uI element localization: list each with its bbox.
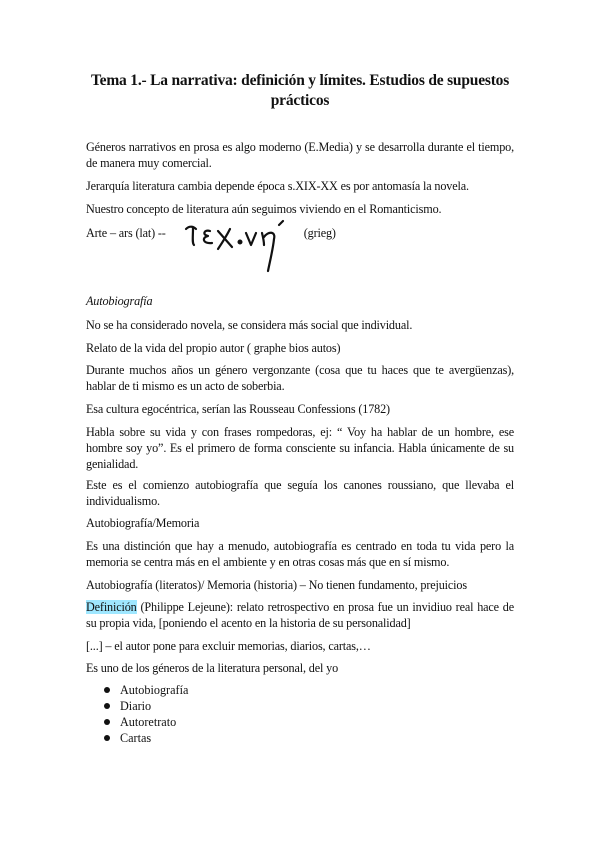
paragraph-generos: Géneros narrativos en prosa es algo moderno (E.Media) y se desarrolla durante el tiempo, de manera muy comercial.	[86, 140, 514, 170]
paragraph-no-novela: No se ha considerado novela, se considera más social que individual.	[86, 318, 413, 332]
paragraph-concepto: Nuestro concepto de literatura aún seguimos viviendo en el Romanticismo.	[86, 202, 442, 216]
paragraph-relato: Relato de la vida del propio autor ( graphe bios autos)	[86, 341, 341, 355]
list-item: Cartas	[86, 730, 188, 746]
handwritten-greek-word-icon	[184, 219, 304, 275]
paragraph-excluir: [...] – el autor pone para excluir memorias, diarios, cartas,…	[86, 639, 371, 653]
paragraph-jerarquia: Jerarquía literatura cambia depende época s.XIX-XX es por antomasía la novela.	[86, 179, 469, 193]
list-item: Autobiografía	[86, 682, 188, 698]
paragraph-definicion	[86, 599, 514, 631]
paragraph-distincion: Es una distinción que hay a menudo, autobiografía es centrado en toda tu vida pero la memoria se centra más en el ambiente y en otras cosas más que en sí mismo.	[86, 539, 514, 569]
definition-highlight: Definición	[86, 600, 137, 614]
paragraph-generos-yo: Es uno de los géneros de la literatura personal, del yo	[86, 661, 339, 675]
paragraph-rousseau: Esa cultura egocéntrica, serían las Rousseau Confessions (1782)	[86, 402, 390, 416]
paragraph-habla: Habla sobre su vida y con frases rompedoras, ej: “ Voy ha hablar de un hombre, ese hombre soy yo”. Es el primero de forma consciente su infancia. Habla únicamente de su genialidad.	[86, 425, 514, 471]
paragraph-literatos: Autobiografía (literatos)/ Memoria (historia) – No tienen fundamento, prejuicios	[86, 578, 467, 592]
list-item: Autoretrato	[86, 714, 188, 730]
paragraph-autobiografia-memoria: Autobiografía/Memoria	[86, 516, 200, 530]
arte-suffix: (grieg)	[303, 226, 336, 240]
paragraph-vergonzante: Durante muchos años un género vergonzante (cosa que tu haces que te avergüenzas), hablar de ti mismo es un acto de soberbia.	[86, 363, 514, 393]
paragraph-arte	[86, 225, 514, 275]
definition-text: (Philippe Lejeune): relato retrospectivo en prosa fue un invidiuo real hace de su propia vida, [poniendo el acento en la historia de su personalidad]	[86, 600, 514, 630]
page-title: Tema 1.- La narrativa: definición y límites. Estudios de supuestos prácticos	[90, 72, 510, 109]
list-item: Diario	[86, 698, 188, 714]
heading-autobiografia: Autobiografía	[86, 294, 153, 308]
arte-prefix: Arte – ars (lat) --	[86, 226, 166, 240]
genre-bullet-list	[86, 682, 188, 746]
paragraph-comienzo: Este es el comienzo autobiografía que seguía los canones roussiano, que llevaba el individualismo.	[86, 478, 514, 508]
